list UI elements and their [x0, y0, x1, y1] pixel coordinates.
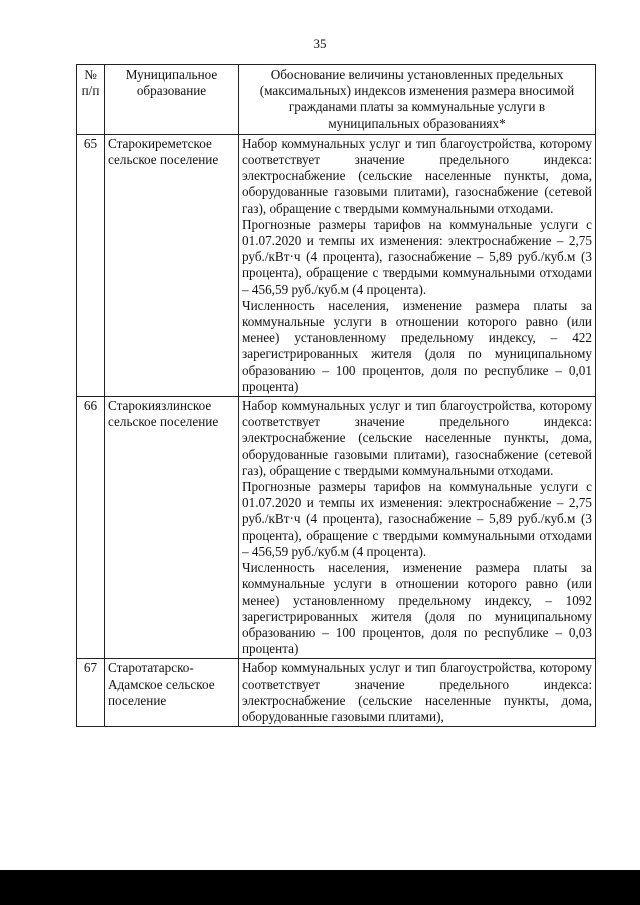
- row-number: 66: [77, 397, 105, 659]
- paragraph-tariffs: Прогнозные размеры тарифов на коммунальные услуги с 01.07.2020 и темпы их изменения: электроснабжение – 2,75 руб./кВт·ч (4 процента), газоснабжение – 5,89 руб./куб.м (3 процента), обращение с твердыми коммунальными отходами – 456,59 руб./куб.м (4 процента).: [242, 216, 592, 297]
- table-header-row: [77, 65, 596, 135]
- header-municipality: Муниципальное образование: [105, 65, 239, 135]
- justification-cell: [239, 659, 596, 727]
- paragraph-tariffs: Прогнозные размеры тарифов на коммунальные услуги с 01.07.2020 и темпы их изменения: электроснабжение – 2,75 руб./кВт·ч (4 процента), газоснабжение – 5,89 руб./куб.м (3 процента), обращение с твердыми коммунальными отходами – 456,59 руб./куб.м (4 процента).: [242, 479, 592, 559]
- justification-cell: [239, 134, 596, 396]
- justification-cell: [239, 397, 596, 659]
- scan-bottom-edge: [0, 870, 640, 905]
- table-row: [77, 659, 596, 727]
- tariff-index-table: [76, 64, 596, 727]
- header-justification: Обоснование величины установленных предельных (максимальных) индексов изменения размера вносимой гражданами платы за коммунальные услуги в муниципальных образованиях*: [239, 65, 596, 135]
- paragraph-services: Набор коммунальных услуг и тип благоустройства, которому соответствует значение предельного индекса: электроснабжение (сельские населенные пункты, дома, оборудованные газовыми плитами),: [242, 660, 592, 724]
- municipality-name: Старокиязлинское сельское поселение: [105, 397, 239, 659]
- municipality-name: Старотатарско-Адамское сельское поселение: [105, 659, 239, 727]
- page-number: 35: [313, 36, 327, 51]
- paragraph-population: Численность населения, изменение размера платы за коммунальные услуги в отношении которого равно (или менее) установленному предельному индексу, – 1092 зарегистрированных жителя (доля по муниципальному образованию – 100 процентов, доля по республике – 0,03 процента): [242, 560, 592, 657]
- header-num: № п/п: [77, 65, 105, 135]
- municipality-name: Старокиреметское сельское поселение: [105, 134, 239, 396]
- row-number: 65: [77, 134, 105, 396]
- paragraph-population: Численность населения, изменение размера платы за коммунальные услуги в отношении которого равно (или менее) установленному предельному индексу, – 422 зарегистрированных жителя (доля по муниципальному образованию – 100 процентов, доля по республике – 0,01 процента): [242, 297, 592, 394]
- row-number: 67: [77, 659, 105, 727]
- table-row: [77, 134, 596, 396]
- paragraph-services: Набор коммунальных услуг и тип благоустройства, которому соответствует значение предельного индекса: электроснабжение (сельские населенные пункты, дома, оборудованные газовыми плитами), газоснабжение (сетевой газ), обращение с твердыми коммунальными отходами.: [242, 135, 592, 216]
- table-row: [77, 397, 596, 659]
- paragraph-services: Набор коммунальных услуг и тип благоустройства, которому соответствует значение предельного индекса: электроснабжение (сельские населенные пункты, дома, оборудованные газовыми плитами), газоснабжение (сетевой газ), обращение с твердыми коммунальными отходами.: [242, 398, 592, 478]
